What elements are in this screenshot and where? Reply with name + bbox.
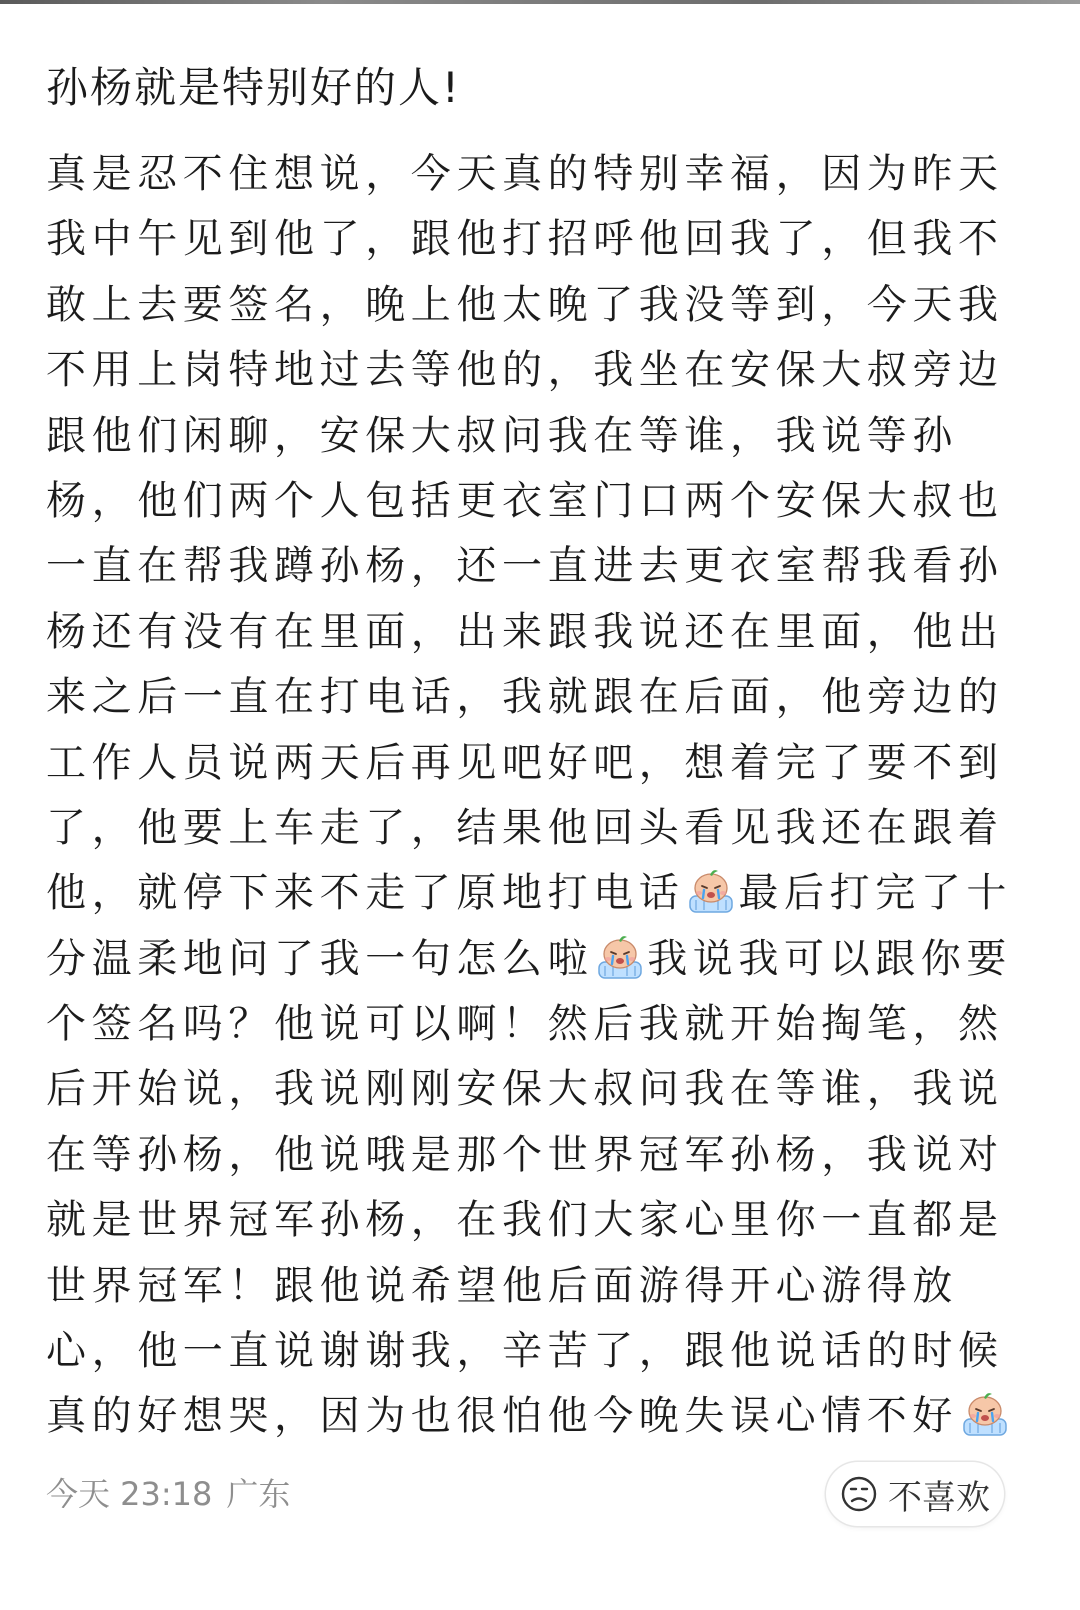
post-body-text: 就是世界冠军孙杨，在我们大家心里你一直都是	[46, 1197, 1004, 1244]
dislike-button[interactable]	[826, 1462, 1004, 1526]
post-body-line	[46, 927, 1036, 992]
post-body-line	[46, 992, 1036, 1057]
post-body-line	[46, 1123, 1036, 1188]
post-body-line	[46, 665, 1036, 730]
post-body-line	[46, 731, 1036, 796]
post-body-text: 了，他要上车走了，结果他回头看见我还在跟着	[46, 804, 1004, 851]
post-body-text: 后开始说，我说刚刚安保大叔问我在等谁，我说	[46, 1066, 1004, 1113]
post-body-line	[46, 796, 1036, 861]
post-body-line	[46, 404, 1036, 469]
post-title: 孙杨就是特别好的人!	[46, 63, 461, 112]
post-body-line	[46, 1057, 1036, 1122]
post-body-text: 真是忍不住想说，今天真的特别幸福，因为昨天	[46, 151, 1004, 197]
post-body-text: 杨还有没有在里面，出来跟我说还在里面，他出	[46, 608, 1004, 655]
crying-baby-emoji-icon	[960, 1389, 1010, 1439]
post-location: 广东	[226, 1475, 291, 1513]
post-body-text: 世界冠军！跟他说希望他后面游得开心游得放	[46, 1262, 958, 1309]
post-body-line	[46, 600, 1036, 665]
post-body-line	[46, 1384, 1036, 1449]
dislike-label: 不喜欢	[888, 1477, 990, 1518]
post-body-line	[46, 469, 1036, 534]
post-body-line	[46, 273, 1036, 338]
post-body-text: 敢上去要签名，晚上他太晚了我没等到，今天我	[46, 281, 1004, 328]
post-body-line	[46, 1188, 1036, 1253]
post-body-text: 个签名吗？他说可以啊！然后我就开始掏笔，然	[46, 1001, 1004, 1048]
frown-face-icon	[840, 1475, 878, 1513]
post-body-line	[46, 861, 1036, 926]
post-body-text: 跟他们闲聊，安保大叔问我在等谁，我说等孙	[46, 412, 958, 459]
post-body-line	[46, 142, 1036, 207]
post-body-text: 一直在帮我蹲孙杨，还一直进去更衣室帮我看孙	[46, 543, 1004, 590]
post-body-text: 他，就停下来不走了原地打电话	[46, 870, 685, 917]
post-body-line	[46, 534, 1036, 599]
post-body	[46, 142, 1036, 1450]
post-body-text: 我说我可以跟你要	[647, 935, 1013, 982]
post-body-text: 在等孙杨，他说哦是那个世界冠军孙杨，我说对	[46, 1131, 1004, 1178]
post-body-line	[46, 338, 1036, 403]
post-body-text: 杨，他们两个人包括更衣室门口两个安保大叔也	[46, 477, 1004, 524]
post-body-text: 工作人员说两天后再见吧好吧，想着完了要不到	[46, 739, 1004, 786]
crying-baby-emoji-icon	[686, 866, 736, 916]
post-body-line	[46, 1254, 1036, 1319]
post-body-text: 我中午见到他了，跟他打招呼他回我了，但我不	[46, 216, 1004, 263]
post-body-text: 分温柔地问了我一句怎么啦	[46, 935, 594, 982]
status-bar-edge	[0, 0, 1080, 4]
post-body-line	[46, 207, 1036, 272]
post-footer	[46, 1462, 1036, 1532]
post-body-line	[46, 1319, 1036, 1384]
post-meta	[46, 1472, 290, 1516]
post-content	[46, 44, 1036, 1450]
post-body-text: 心，他一直说谢谢我，辛苦了，跟他说话的时候	[46, 1328, 1004, 1375]
post-body-text: 真的好想哭，因为也很怕他今晚失误心情不好	[46, 1393, 958, 1440]
post-body-text: 最后打完了十	[738, 870, 1013, 917]
post-time: 今天 23:18	[46, 1475, 213, 1513]
post-body-text: 来之后一直在打电话，我就跟在后面，他旁边的	[46, 674, 1004, 721]
crying-baby-emoji-icon	[595, 932, 645, 982]
post-body-text: 不用上岗特地过去等他的，我坐在安保大叔旁边	[46, 347, 1004, 394]
